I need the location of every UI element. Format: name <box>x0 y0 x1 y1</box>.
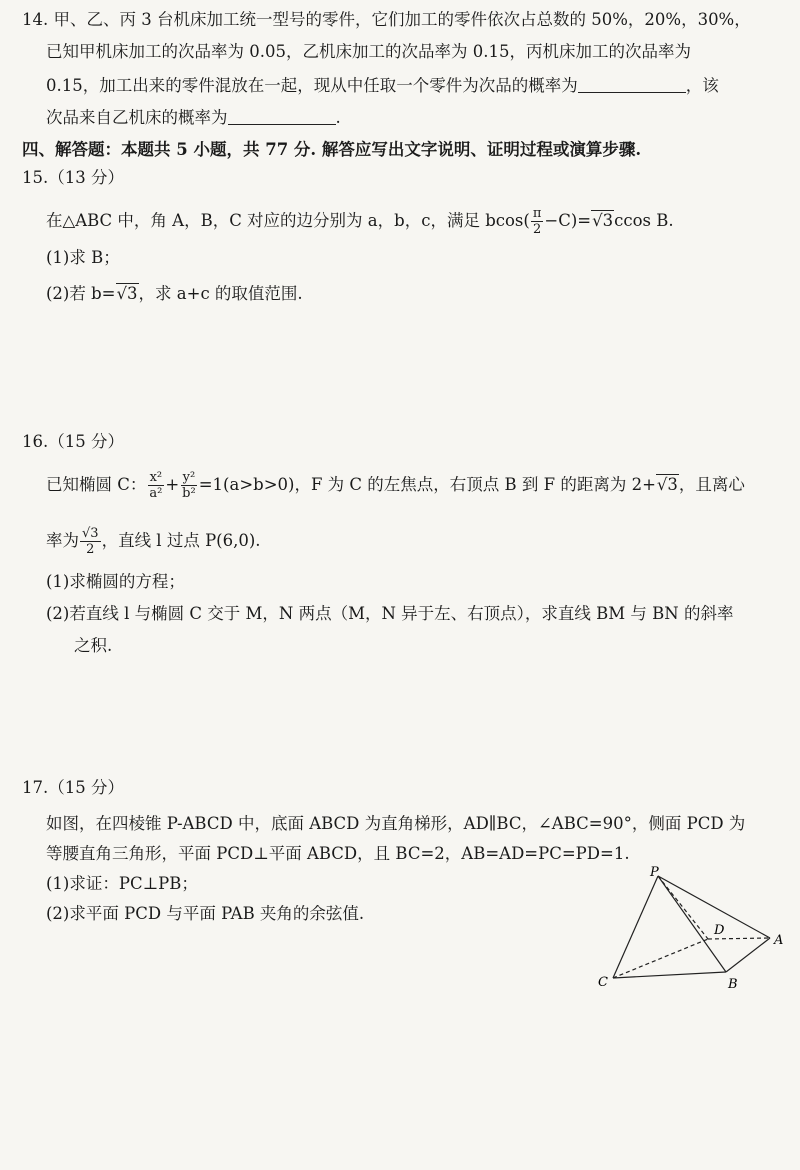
answer-blank-1 <box>578 76 686 93</box>
q15-p2-a: (2)若 b= <box>46 284 116 303</box>
edge-da <box>708 938 770 939</box>
q16-stem-b: =1(a>b>0)，F 为 C 的左焦点，右顶点 B 到 F 的距离为 2+ <box>198 475 656 494</box>
q15-stem-c: ccos B. <box>614 211 674 230</box>
q16-part-2: (2)若直线 l 与椭圆 C 交于 M，N 两点（M，N 异于左、右顶点），求直线 BM 与 BN 的斜率 <box>46 604 734 623</box>
q16-part-1: (1)求椭圆的方程； <box>46 572 185 591</box>
q16-stem <box>46 470 745 501</box>
q16-fy-num: y² <box>182 470 196 485</box>
q14-line-1: 14. 甲、乙、丙 3 台机床加工统一型号的零件，它们加工的零件依次占总数的 50%，20%，30%， <box>22 10 751 29</box>
q14-line-2: 已知甲机床加工的次品率为 0.05，乙机床加工的次品率为 0.15，丙机床加工的次品率为 <box>46 42 691 61</box>
q15-p2-sqrt: √3 <box>116 284 138 303</box>
edge-pd <box>658 876 708 939</box>
q14-line-4-end: . <box>335 108 341 127</box>
q15-stem-b: −C)= <box>544 211 592 230</box>
answer-blank-2 <box>228 108 336 125</box>
vertex-label-p: P <box>650 865 659 880</box>
q15-part-1: (1)求 B； <box>46 248 120 267</box>
q16-l2-b: ，直线 l 过点 P(6,0). <box>101 531 261 550</box>
q16-line-2 <box>46 526 261 557</box>
q14-line-4 <box>46 106 341 130</box>
q16-plus: + <box>165 475 180 494</box>
q17-part-1: (1)求证：PC⊥PB； <box>46 874 198 893</box>
q15-p2-b: ，求 a+c 的取值范围. <box>138 284 303 303</box>
q16-e-den: 2 <box>86 542 95 557</box>
q15-sqrt: √3 <box>592 211 614 230</box>
pyramid-figure <box>590 862 790 1002</box>
q17-line-2: 等腰直角三角形，平面 PCD⊥平面 ABCD，且 BC=2，AB=AD=PC=PD=1. <box>46 844 630 863</box>
q15-frac-den: 2 <box>532 222 542 237</box>
q15-stem-a: 在△ABC 中，角 A，B，C 对应的边分别为 a，b，c，满足 bcos( <box>46 211 530 230</box>
q17-header: 17.（15 分） <box>22 778 124 797</box>
q14-line-3-end: ，该 <box>685 76 719 95</box>
section-heading: 四、解答题：本题共 5 小题，共 77 分. 解答应写出文字说明、证明过程或演算步骤. <box>22 140 642 159</box>
q16-frac-e <box>80 526 101 557</box>
vertex-label-a: A <box>774 933 784 948</box>
vertex-label-b: B <box>728 977 738 992</box>
q16-frac-y <box>180 470 198 501</box>
q16-stem-c: ，且离心 <box>678 475 745 494</box>
edge-cb <box>613 972 726 978</box>
vertex-label-d: D <box>714 923 725 938</box>
q14-line-4-text: 次品来自乙机床的概率为 <box>46 108 228 127</box>
q17-line-1: 如图，在四棱锥 P-ABCD 中，底面 ABCD 为直角梯形，AD∥BC，∠ABC=90°，侧面 PCD 为 <box>46 814 746 833</box>
q16-part-2-cont: 之积. <box>74 636 113 655</box>
q17-part-2: (2)求平面 PCD 与平面 PAB 夹角的余弦值. <box>46 904 365 923</box>
q16-sqrt: √3 <box>656 475 678 494</box>
q15-stem <box>46 206 674 237</box>
q16-header: 16.（15 分） <box>22 432 124 451</box>
q15-fraction <box>531 206 544 237</box>
q15-header: 15.（13 分） <box>22 168 124 187</box>
q16-fy-den: b² <box>182 486 196 501</box>
q14-line-3 <box>46 74 719 98</box>
vertex-label-c: C <box>598 975 608 990</box>
q14-line-3-text: 0.15，加工出来的零件混放在一起，现从中任取一个零件为次品的概率为 <box>46 76 578 95</box>
q15-part-2 <box>46 282 303 306</box>
q16-e-num: √3 <box>82 526 99 541</box>
edge-ba <box>726 938 770 972</box>
q16-frac-x <box>147 470 164 501</box>
q16-fx-num: x² <box>149 470 163 485</box>
q16-stem-a: 已知椭圆 C： <box>46 475 147 494</box>
q15-frac-num: π <box>532 206 542 221</box>
q16-l2-a: 率为 <box>46 531 79 550</box>
edge-pc <box>613 876 658 978</box>
q16-fx-den: a² <box>149 486 163 501</box>
